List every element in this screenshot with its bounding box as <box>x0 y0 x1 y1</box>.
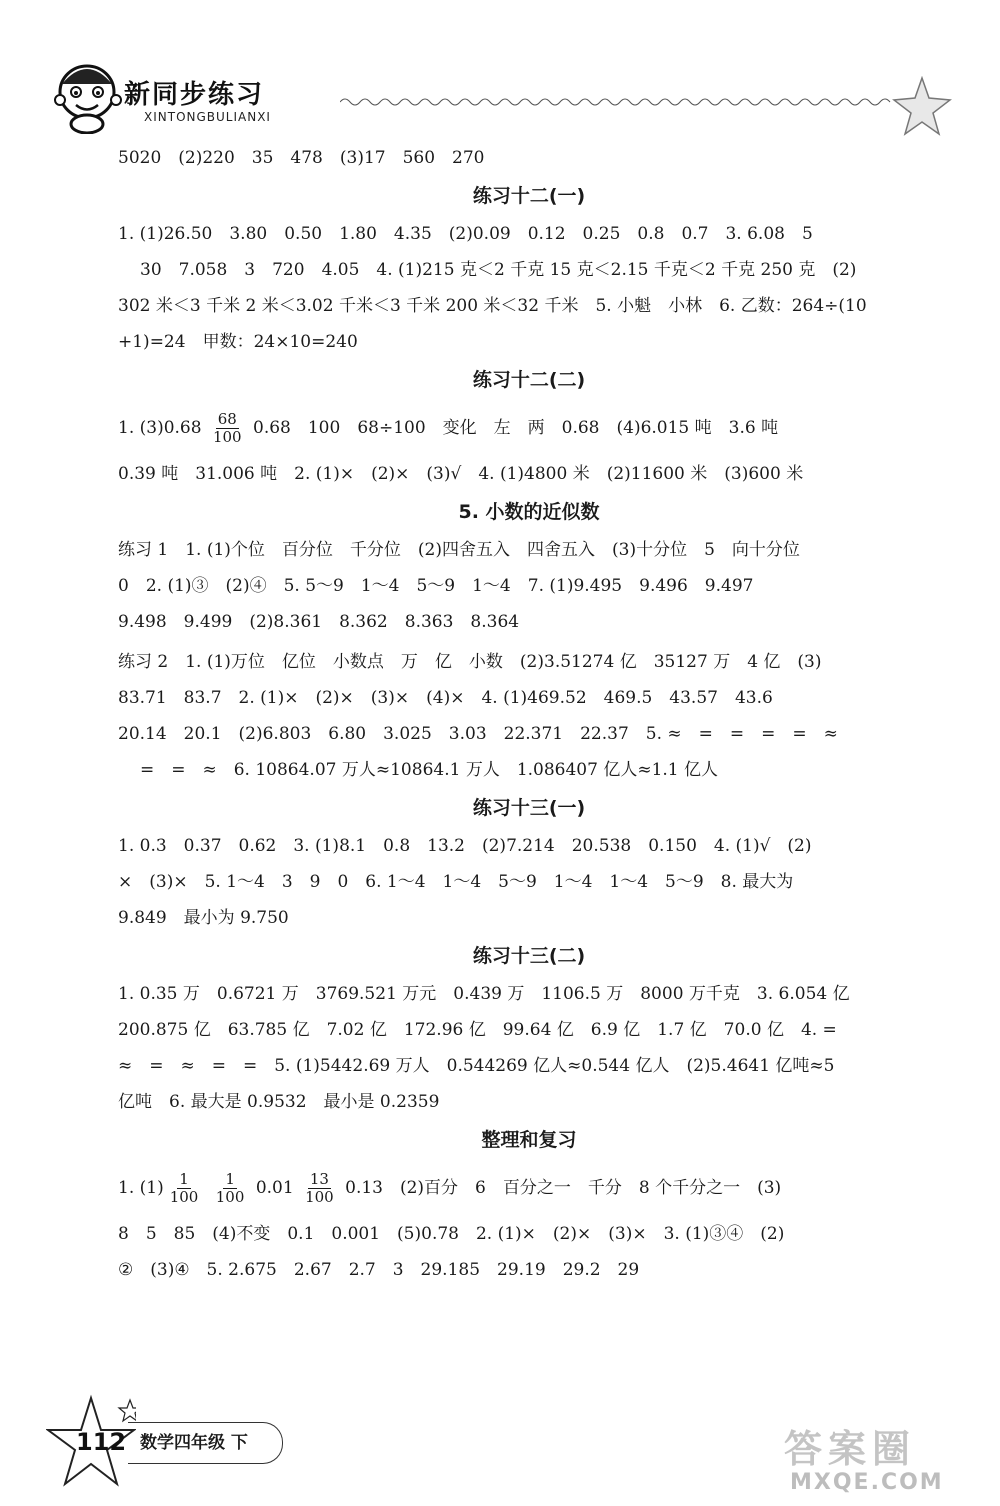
answer-line: 1. 0.35 万 0.6721 万 3769.521 万元 0.439 万 1106.5 万 8000 万千克 3. 6.054 亿 <box>118 984 850 1004</box>
page-footer <box>46 1394 366 1504</box>
section-heading: 练习十三(二) <box>472 945 586 967</box>
page-number: 112 <box>76 1428 127 1456</box>
answer-line: 亿吨 6. 最大是 0.9532 最小是 0.2359 <box>118 1092 440 1112</box>
watermark-url: MXQE.COM <box>790 1470 944 1495</box>
watermark <box>780 1418 980 1498</box>
star-icon <box>892 76 952 136</box>
answer-line: 练习 2 1. (1)万位 亿位 小数点 万 亿 小数 (2)3.51274 亿 35127 万 4 亿 (3) <box>118 652 822 672</box>
answer-line: ≈ = ≈ = = 5. (1)5442.69 万人 0.544269 亿人≈0.544 亿人 (2)5.4641 亿吨≈5 <box>118 1056 835 1076</box>
answer-line: +1)=24 甲数：24×10=240 <box>118 332 358 352</box>
section-heading: 5. 小数的近似数 <box>458 501 600 523</box>
fraction-numerator: 1 <box>225 1170 235 1188</box>
section-heading: 练习十二(一) <box>472 185 586 207</box>
brand-pinyin: XINTONGBULIANXI <box>144 110 271 124</box>
section-heading: 整理和复习 <box>481 1129 577 1151</box>
fraction-denominator: 100 <box>305 1188 334 1206</box>
fraction-denominator: 100 <box>169 1188 199 1206</box>
fraction <box>168 1171 201 1206</box>
answer-content <box>118 140 940 1288</box>
answer-line: 0.39 吨 31.006 吨 2. (1)× (2)× (3)√ 4. (1)4800 米 (2)11600 米 (3)600 米 <box>118 464 804 484</box>
answer-text: 1. (1) <box>118 1178 164 1198</box>
answer-line: 1. (1)26.50 3.80 0.50 1.80 4.35 (2)0.09 0.12 0.25 0.8 0.7 3. 6.08 5 <box>118 224 813 244</box>
answer-line: 83.71 83.7 2. (1)× (2)× (3)× (4)× 4. (1)469.52 469.5 43.57 43.6 <box>118 688 773 708</box>
answer-line: 302 米＜3 千米 2 米＜3.02 千米＜3 千米 200 米＜32 千米 5. 小魁 小林 6. 乙数：264÷(10 <box>118 296 867 316</box>
answer-line-with-fraction <box>118 400 940 456</box>
fraction-numerator: 13 <box>309 1170 329 1188</box>
answer-text: 0.01 <box>255 1178 294 1198</box>
answer-text: 0.68 100 68÷100 变化 左 两 0.68 (4)6.015 吨 3.6 吨 <box>253 418 779 438</box>
answer-text: 0.13 (2)百分 6 百分之一 千分 8 个千分之一 (3) <box>345 1178 782 1198</box>
answer-line: 5020 (2)220 35 478 (3)17 560 270 <box>118 148 485 168</box>
answer-line: 9.849 最小为 9.750 <box>118 908 289 928</box>
fraction-denominator: 100 <box>212 428 242 446</box>
watermark-text: 答案圈 <box>784 1427 917 1471</box>
answer-line: 20.14 20.1 (2)6.803 6.80 3.025 3.03 22.371 22.37 5. ≈ = = = = ≈ <box>118 724 838 744</box>
answer-line: 30 7.058 3 720 4.05 4. (1)215 克＜2 千克 15 克＜2.15 千克＜2 千克 250 克 (2) <box>140 260 857 280</box>
decorative-wave-line <box>340 96 900 108</box>
answer-line: 练习 1 1. (1)个位 百分位 千分位 (2)四舍五入 四舍五入 (3)十分位 5 向十分位 <box>118 540 800 560</box>
answer-line: 8 5 85 (4)不变 0.1 0.001 (5)0.78 2. (1)× (2)× (3)× 3. (1)③④ (2) <box>118 1224 785 1244</box>
answer-line: × (3)× 5. 1～4 3 9 0 6. 1～4 1～4 5～9 1～4 1～4 5～9 8. 最大为 <box>118 872 794 892</box>
answer-line: 9.498 9.499 (2)8.361 8.362 8.363 8.364 <box>118 612 520 632</box>
fraction-numerator: 1 <box>179 1170 189 1188</box>
book-label: 数学四年级 下 <box>128 1422 283 1464</box>
page-header <box>40 52 960 142</box>
fraction <box>214 1171 247 1206</box>
fraction-denominator: 100 <box>215 1188 245 1206</box>
answer-line: = = ≈ 6. 10864.07 万人≈10864.1 万人 1.086407 亿人≈1.1 亿人 <box>140 760 719 780</box>
fraction <box>303 1171 336 1206</box>
fraction <box>211 411 244 446</box>
section-heading: 练习十三(一) <box>472 797 586 819</box>
answer-line: ② (3)④ 5. 2.675 2.67 2.7 3 29.185 29.19 29.2 29 <box>118 1260 640 1280</box>
section-heading: 练习十二(二) <box>472 369 586 391</box>
answer-line: 0 2. (1)③ (2)④ 5. 5～9 1～4 5～9 1～4 7. (1)9.495 9.496 9.497 <box>118 576 754 596</box>
answer-line-with-fraction <box>118 1160 940 1216</box>
mascot-logo-icon <box>54 58 124 134</box>
answer-text: 1. (3)0.68 <box>118 418 202 438</box>
answer-line: 200.875 亿 63.785 亿 7.02 亿 172.96 亿 99.64 亿 6.9 亿 1.7 亿 70.0 亿 4. = <box>118 1020 837 1040</box>
fraction-numerator: 68 <box>217 410 237 428</box>
brand-title: 新同步练习 <box>124 80 265 110</box>
answer-line: 1. 0.3 0.37 0.62 3. (1)8.1 0.8 13.2 (2)7.214 20.538 0.150 4. (1)√ (2) <box>118 836 812 856</box>
